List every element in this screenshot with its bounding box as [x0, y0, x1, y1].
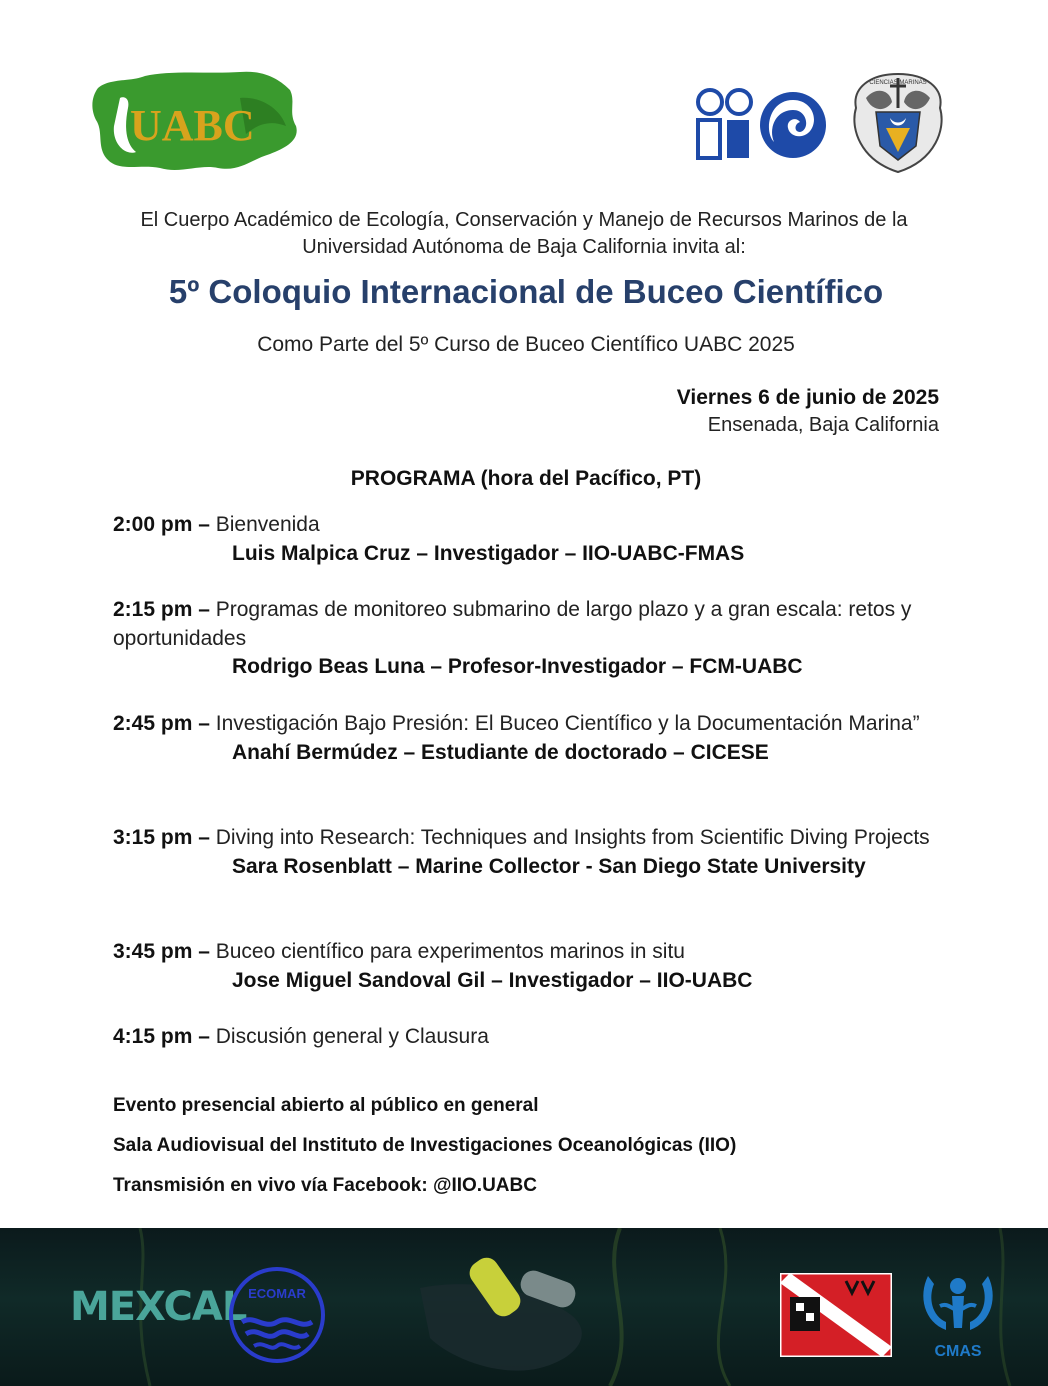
- mexcal-logo-text: MEXCAL: [70, 1284, 247, 1330]
- program-time: 4:15 pm –: [113, 1025, 210, 1048]
- page-title: 5º Coloquio Internacional de Buceo Científico: [168, 273, 884, 310]
- page-subtitle: Como Parte del 5º Curso de Buceo Científico UABC 2025: [257, 333, 795, 356]
- program-item: [113, 824, 943, 881]
- program-time: 2:45 pm –: [113, 712, 210, 735]
- program-speaker: Rodrigo Beas Luna – Profesor-Investigador – FCM-UABC: [232, 655, 803, 678]
- iio-logo: [694, 88, 830, 162]
- intro-line-1: El Cuerpo Académico de Ecología, Conservación y Manejo de Recursos Marinos de la: [140, 209, 908, 231]
- program-item: [113, 511, 943, 568]
- event-place: Ensenada, Baja California: [707, 414, 939, 436]
- sponsor-banner: [0, 1228, 1048, 1386]
- uabc-logo-text: UABC: [130, 101, 255, 150]
- program-item: [113, 938, 943, 995]
- program-title: Investigación Bajo Presión: El Buceo Científico y la Documentación Marina”: [215, 712, 920, 735]
- program-speaker: Jose Miguel Sandoval Gil – Investigador – IIO-UABC: [232, 968, 753, 992]
- uabc-logo: [90, 68, 302, 176]
- program-time: 3:45 pm –: [113, 940, 210, 963]
- program-time: 2:00 pm –: [113, 513, 210, 536]
- mexcal-logo: [70, 1284, 247, 1344]
- program-time: 3:15 pm –: [113, 826, 210, 849]
- fcm-seal: [846, 68, 950, 178]
- cmas-logo: [918, 1266, 998, 1362]
- program-title: Buceo científico para experimentos marinos in situ: [215, 940, 685, 963]
- program-heading: PROGRAMA (hora del Pacífico, PT): [350, 467, 702, 490]
- footer-line-3: Transmisión en vivo vía Facebook: @IIO.UABC: [113, 1175, 537, 1196]
- program-time: 2:15 pm –: [113, 598, 210, 621]
- ecomar-logo-text: ECOMAR: [248, 1286, 306, 1301]
- program-title: Diving into Research: Techniques and Insights from Scientific Diving Projects: [215, 826, 930, 849]
- footer-line-2: Sala Audiovisual del Instituto de Investigaciones Oceanológicas (IIO): [113, 1135, 737, 1156]
- program-title: Programas de monitoreo submarino de largo plazo y a gran escala: retos y oportunidades: [113, 598, 912, 650]
- intro-line-2: Universidad Autónoma de Baja California invita al:: [302, 236, 746, 258]
- program-item: [113, 710, 943, 767]
- program-speaker: Sara Rosenblatt – Marine Collector - San Diego State University: [232, 854, 866, 878]
- fcm-seal-text: CIENCIAS MARINAS: [869, 80, 927, 86]
- program-speaker: Anahí Bermúdez – Estudiante de doctorado – CICESE: [232, 740, 769, 764]
- footer-line-1: Evento presencial abierto al público en general: [113, 1095, 539, 1116]
- iio-logo-text: IIO: [694, 88, 696, 89]
- event-date: Viernes 6 de junio de 2025: [676, 386, 939, 409]
- cmas-logo-text: CMAS: [934, 1343, 982, 1360]
- intro-text: [0, 207, 1048, 261]
- program-item: [113, 1023, 943, 1052]
- program-item: [113, 596, 943, 682]
- program-title: Discusión general y Clausura: [215, 1025, 489, 1048]
- ecomar-logo: [228, 1266, 326, 1364]
- program-speaker: Luis Malpica Cruz – Investigador – IIO-UABC-FMAS: [232, 541, 745, 565]
- dive-flag-logo: [780, 1273, 892, 1357]
- program-title: Bienvenida: [215, 513, 320, 536]
